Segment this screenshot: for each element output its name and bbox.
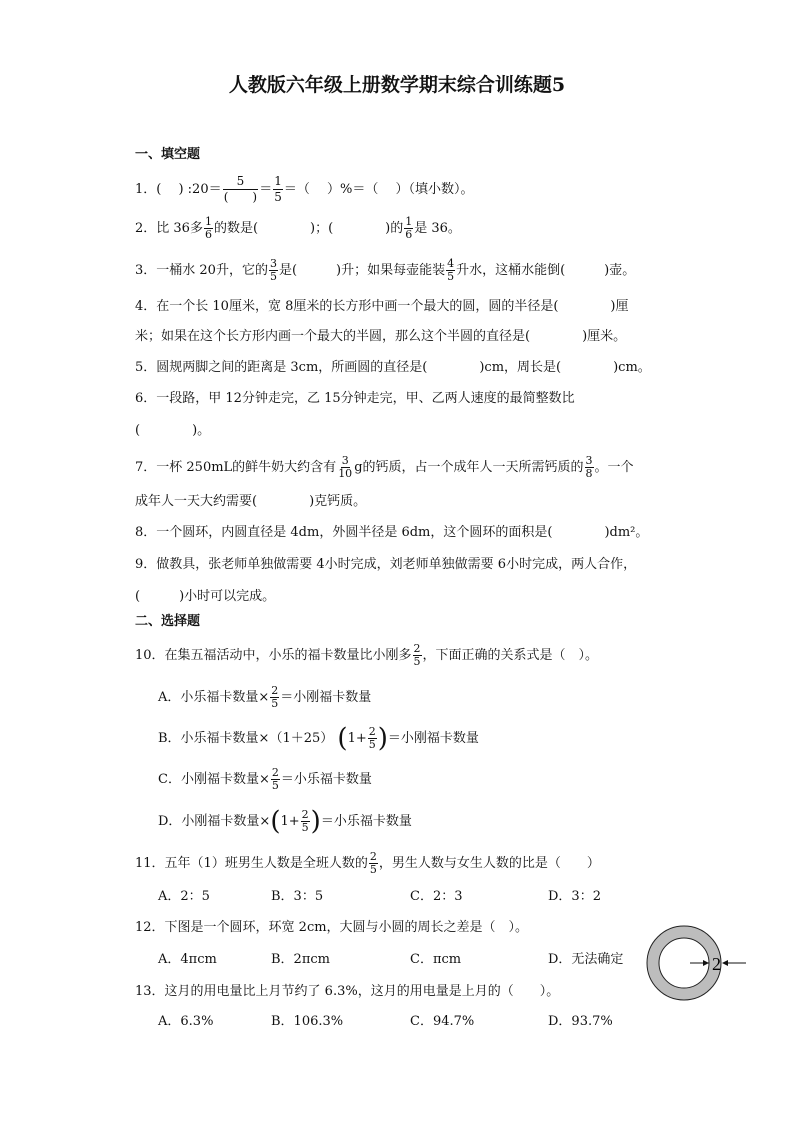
q10-text-a: 10．在集五福活动中，小乐的福卡数量比小刚多 [135,648,412,663]
q2-text-c: 是 36。 [414,221,461,236]
q10c-frac-den: 5 [271,779,279,792]
q3-frac2-den: 5 [447,270,455,283]
q10b-frac-num: 2 [368,725,376,738]
section-fill-in: 一、填空题 [135,147,201,162]
q13-option-b[interactable]: B．106.3% [271,1014,344,1029]
q7-fraction-1 [337,455,353,480]
q10d-paren-close: ) [310,806,321,837]
q2-text-b: 的数是( )；( )的 [213,221,404,236]
question-10 [135,643,598,668]
q3-fraction-2 [446,258,455,283]
q10b-text-c: ＝小刚福卡数量 [387,731,479,746]
q7-fraction-2 [585,455,594,480]
q1-frac1-den: ( ) [223,190,258,204]
q11-text-a: 11．五年（1）班男生人数是全班人数的 [135,856,368,871]
question-12: 12．下图是一个圆环，环宽 2cm，大圆与小圆的周长之差是（ ）。 [135,920,529,935]
q7-frac1-num: 3 [341,454,349,467]
q7-frac2-num: 3 [585,454,593,467]
q10b-text-a: B．小乐福卡数量×（1＋25） [158,731,334,746]
q10a-frac-den: 5 [271,697,279,710]
q1-frac2-den: 5 [274,190,282,204]
question-6-line-1: 6．一段路，甲 12分钟走完，乙 15分钟走完，甲、乙两人速度的最简整数比 [135,391,575,406]
q10a-frac-num: 2 [271,684,279,697]
q13-option-c[interactable]: C．94.7% [410,1014,475,1029]
question-9-line-1: 9．做教具，张老师单独做需要 4小时完成，刘老师单独做需要 6小时完成，两人合作， [135,557,637,572]
question-4-line-1: 4．在一个长 10厘米，宽 8厘米的长方形中画一个最大的圆，圆的半径是( )厘 [135,299,629,314]
q10d-text-a: D．小刚福卡数量× [158,814,271,829]
q13-option-d[interactable]: D．93.7% [548,1014,613,1029]
q10c-frac-num: 2 [271,766,279,779]
q1-fraction-1 [223,174,259,205]
q10-option-d[interactable] [158,806,412,837]
q7-text-b: g的钙质，占一个成年人一天所需钙质的 [354,460,584,475]
q11-option-b[interactable]: B．3：5 [271,889,324,904]
question-8: 8．一个圆环，内圆直径是 4dm，外圆半径是 6dm，这个圆环的面积是( )dm²。 [135,525,649,540]
question-3 [135,258,635,283]
question-11 [135,851,600,876]
q2-fraction-1 [204,216,213,241]
q10d-paren-open: ( [270,806,281,837]
q12-option-b[interactable]: B．2πcm [271,952,330,967]
q7-frac2-den: 8 [585,467,593,480]
q7-text-a: 7．一杯 250mL的鲜牛奶大约含有 [135,460,337,475]
q10c-fraction [271,767,280,792]
q10-frac-num: 2 [413,642,421,655]
question-7 [135,455,634,480]
question-1 [135,174,474,205]
question-13: 13．这月的用电量比上月节约了 6.3%，这月的用电量是上月的（ ）。 [135,984,560,999]
question-2 [135,216,461,241]
ring-diagram [646,925,756,1005]
q10-option-a[interactable] [158,685,371,710]
q10b-frac-den: 5 [368,738,376,751]
q2-frac1-den: 6 [204,228,212,241]
question-5: 5．圆规两脚之间的距离是 3cm，所画圆的直径是( )cm，周长是( )cm。 [135,360,651,375]
q10a-fraction [270,685,279,710]
q1-text-c: ＝（ ）%＝（ ）（填小数）。 [283,182,474,197]
q10d-fraction [301,809,310,834]
q2-text-a: 2．比 36多 [135,221,203,236]
q1-text-a: 1．( ) :20＝ [135,182,222,197]
page-title: 人教版六年级上册数学期末综合训练题5 [228,74,566,96]
q3-frac1-den: 5 [269,270,277,283]
q10b-pre: 1+ [347,731,367,746]
q7-frac1-den: 10 [338,467,353,480]
q3-text-c: 升水，这桶水能倒( )壶。 [456,263,636,278]
q3-text-a: 3．一桶水 20升，它的 [135,263,268,278]
q3-text-b: 是( )升；如果每壶能装 [278,263,446,278]
q11-option-d[interactable]: D．3：2 [548,889,601,904]
q10d-pre: 1+ [280,814,300,829]
q12-option-a[interactable]: A．4πcm [158,952,217,967]
q12-option-c[interactable]: C．πcm [410,952,462,967]
q2-frac2-den: 6 [405,228,413,241]
q3-frac1-num: 3 [269,257,277,270]
q1-frac2-num: 1 [274,174,282,188]
q1-frac1-num: 5 [223,174,259,190]
q10c-text-c: ＝小乐福卡数量 [280,772,372,787]
question-4-line-2: 米；如果在这个长方形内画一个最大的半圆，那么这个半圆的直径是( )厘米。 [135,329,627,344]
q10d-frac-num: 2 [301,808,309,821]
q10-option-c[interactable] [158,767,372,792]
q10-frac-den: 5 [413,655,421,668]
q3-frac2-num: 4 [447,257,455,270]
q1-fraction-2 [273,174,283,205]
q10-text-c: ，下面正确的关系式是（ ）。 [422,648,599,663]
section-multiple-choice: 二、选择题 [135,614,201,629]
question-7-line-2: 成年人一天大约需要( )克钙质。 [135,494,367,509]
q10b-fraction [368,726,377,751]
question-9-line-2: ( )小时可以完成。 [135,589,276,604]
q10d-text-c: ＝小乐福卡数量 [320,814,412,829]
q10-option-b[interactable] [158,723,479,754]
q2-fraction-2 [404,216,413,241]
q11-frac-den: 5 [369,863,377,876]
q7-text-c: 。一个 [594,460,634,475]
arrow-right-head [722,960,728,966]
q1-text-b: ＝ [259,182,273,197]
question-6-line-2: ( )。 [135,423,211,438]
q11-option-c[interactable]: C．2：3 [410,889,463,904]
q2-frac1-num: 1 [204,215,212,228]
q11-fraction [369,851,378,876]
q3-fraction-1 [269,258,278,283]
q11-frac-num: 2 [369,850,377,863]
q11-option-a[interactable]: A．2：5 [158,889,210,904]
q10a-text-c: ＝小刚福卡数量 [280,690,372,705]
q13-option-a[interactable]: A．6.3% [158,1014,214,1029]
q11-text-c: ，男生人数与女生人数的比是（ ） [378,856,600,871]
q10c-text-a: C．小刚福卡数量× [158,772,270,787]
q12-option-d[interactable]: D．无法确定 [548,952,624,967]
q10a-text-a: A．小乐福卡数量× [158,690,270,705]
q10b-paren-open: ( [337,723,348,754]
ring-width-label: 2 [712,954,721,974]
q10-fraction [413,643,422,668]
q2-frac2-num: 1 [405,215,413,228]
q10d-frac-den: 5 [301,821,309,834]
q10b-paren-close: ) [377,723,388,754]
